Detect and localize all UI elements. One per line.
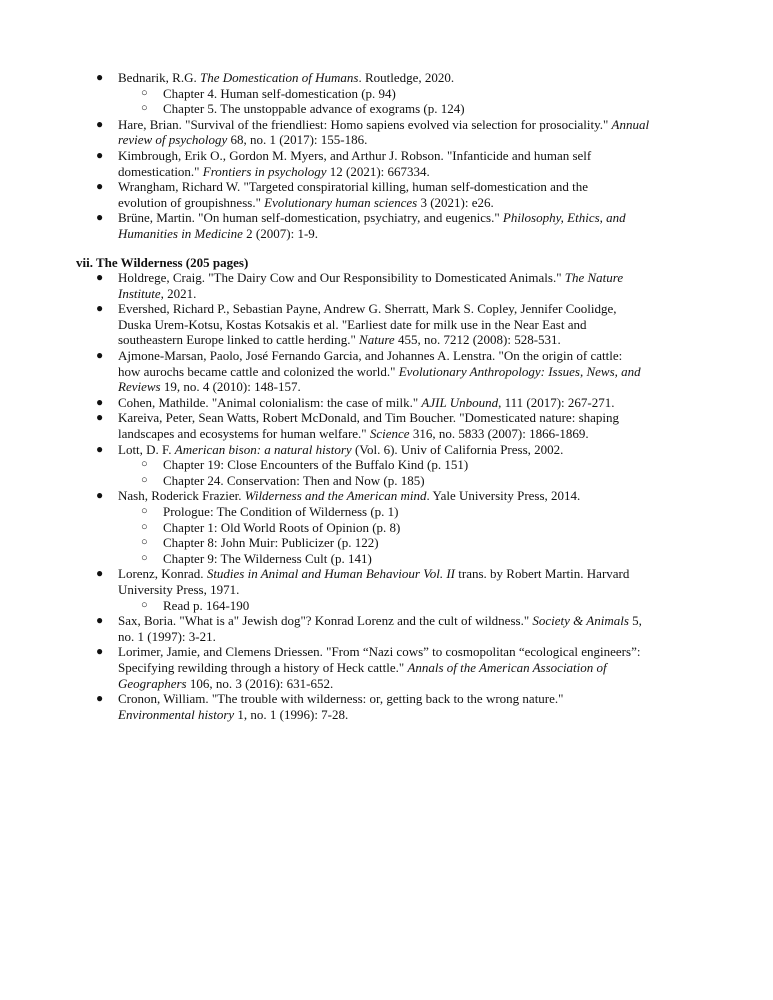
bullet-icon: ● [96,148,104,162]
citation-line: Lorenz, Konrad. Studies in Animal and Human Behaviour Vol. II trans. by Robert Martin. Harvard [118,566,630,582]
sub-item: Chapter 19: Close Encounters of the Buffalo Kind (p. 151) [163,457,469,473]
bullet-icon: ● [96,410,104,425]
citation-line: landscapes and ecosystems for human welfare." Science 316, no. 5833 (2007): 1866-1869. [118,426,589,441]
bullet-icon: ● [96,116,104,131]
citation-line: Holdrege, Craig. "The Dairy Cow and Our Responsibility to Domesticated Animals." The Nature [118,270,624,285]
citation-line: Brüne, Martin. "On human self-domestication, psychiatry, and eugenics." Philosophy, Ethics, and [118,210,626,226]
bullet-icon: ● [96,270,104,284]
citation-line: no. 1 (1997): 3-21. [118,628,216,644]
bullet-icon: ● [96,179,104,194]
citation-line: Evershed, Richard P., Sebastian Payne, Andrew G. Sherratt, Mark S. Copley, Jennifer Coolidge, [118,301,617,317]
sub-item: Prologue: The Condition of Wilderness (p. 1) [163,504,399,519]
bullet-icon: ● [96,301,104,316]
bullet-icon: ● [96,210,104,225]
citation-line: Bednarik, R.G. The Domestication of Humans. Routledge, 2020. [118,70,455,85]
citation-line: southeastern Europe linked to cattle herding." Nature 455, no. 7212 (2008): 528-531. [118,332,561,348]
citation-line: Kareiva, Peter, Sean Watts, Robert McDonald, and Tim Boucher. "Domesticated nature: shaping [118,410,620,426]
citation-line: Hare, Brian. "Survival of the friendliest: Homo sapiens evolved via selection for prosociality." Annual [118,116,650,132]
citation-line: Reviews 19, no. 4 (2010): 148-157. [118,379,301,395]
citation-line: Lott, D. F. American bison: a natural history (Vol. 6). Univ of California Press, 2002. [118,441,564,457]
sub-bullet-icon: ○ [141,86,148,99]
sub-bullet-icon: ○ [141,102,148,115]
citation-line: Lorimer, Jamie, and Clemens Driessen. "From “Nazi cows” to cosmopolitan “ecological engineers”: [118,644,641,660]
citation-line: how aurochs became cattle and colonized the world." Evolutionary Anthropology: Issues, News, and [118,363,641,379]
citation-line: domestication." Frontiers in psychology 12 (2021): 667334. [118,163,430,179]
citation-line: Cohen, Mathilde. "Animal colonialism: the case of milk." AJIL Unbound, 111 (2017): 267-271. [118,394,615,410]
citation-line: Kimbrough, Erik O., Gordon M. Myers, and Arthur J. Robson. "Infanticide and human self [118,148,592,163]
citation-line: Cronon, William. "The trouble with wilderness: or, getting back to the wrong nature." [118,691,564,707]
sub-bullet-icon: ○ [141,598,148,611]
citation-line: review of psychology 68, no. 1 (2017): 155-186. [118,132,368,148]
sub-item: Chapter 1: Old World Roots of Opinion (p. 8) [163,519,401,535]
sub-item: Chapter 24. Conservation: Then and Now (p. 185) [163,472,425,488]
citation-line: Wrangham, Richard W. "Targeted conspiratorial killing, human self-domestication and the [118,179,589,195]
bullet-icon: ● [96,691,104,706]
citation-line: Nash, Roderick Frazier. Wilderness and the American mind. Yale University Press, 2014. [118,488,581,504]
citation-line: University Press, 1971. [118,582,240,597]
bullet-icon: ● [96,644,104,659]
sub-bullet-icon: ○ [141,536,148,549]
sub-item: Chapter 5. The unstoppable advance of exograms (p. 124) [163,101,465,117]
bullet-icon: ● [96,441,104,456]
citation-line: Humanities in Medicine 2 (2007): 1-9. [118,226,319,241]
sub-bullet-icon: ○ [141,520,148,533]
sub-bullet-icon: ○ [141,458,148,471]
sub-bullet-icon: ○ [141,473,148,486]
sub-item: Read p. 164-190 [163,597,250,613]
citation-line: Sax, Boria. "What is a" Jewish dog"? Konrad Lorenz and the cult of wildness." Society & Animals 5, [118,613,642,629]
sub-bullet-icon: ○ [141,551,148,564]
citation-line: Geographers 106, no. 3 (2016): 631-652. [118,675,334,691]
sub-bullet-icon: ○ [141,505,148,517]
sub-item: Chapter 4. Human self-domestication (p. 94) [163,85,396,101]
bullet-icon: ● [96,394,104,409]
citation-line: Institute, 2021. [118,285,197,301]
citation-line: Specifying rewilding through a history of Heck cattle." Annals of the American Association of [118,660,607,675]
sub-item: Chapter 8: John Muir: Publicizer (p. 122) [163,535,379,551]
citation-line: Duska Urem-Kotsu, Kostas Kotsakis et al. "Earliest date for milk use in the Near East and [118,316,587,332]
bullet-icon: ● [96,70,104,84]
sub-item: Chapter 9: The Wilderness Cult (p. 141) [163,550,372,566]
section-heading: vii. The Wilderness (205 pages) [76,255,249,270]
citation-line: Ajmone-Marsan, Paolo, José Fernando Garcia, and Johannes A. Lenstra. "On the origin of cattle: [118,348,623,363]
bullet-icon: ● [96,488,104,503]
bullet-icon: ● [96,613,104,628]
bullet-icon: ● [96,348,104,362]
citation-line: evolution of groupishness." Evolutionary human sciences 3 (2021): e26. [118,194,494,210]
citation-line: Environmental history 1, no. 1 (1996): 7-28. [118,706,349,722]
bullet-icon: ● [96,566,104,581]
